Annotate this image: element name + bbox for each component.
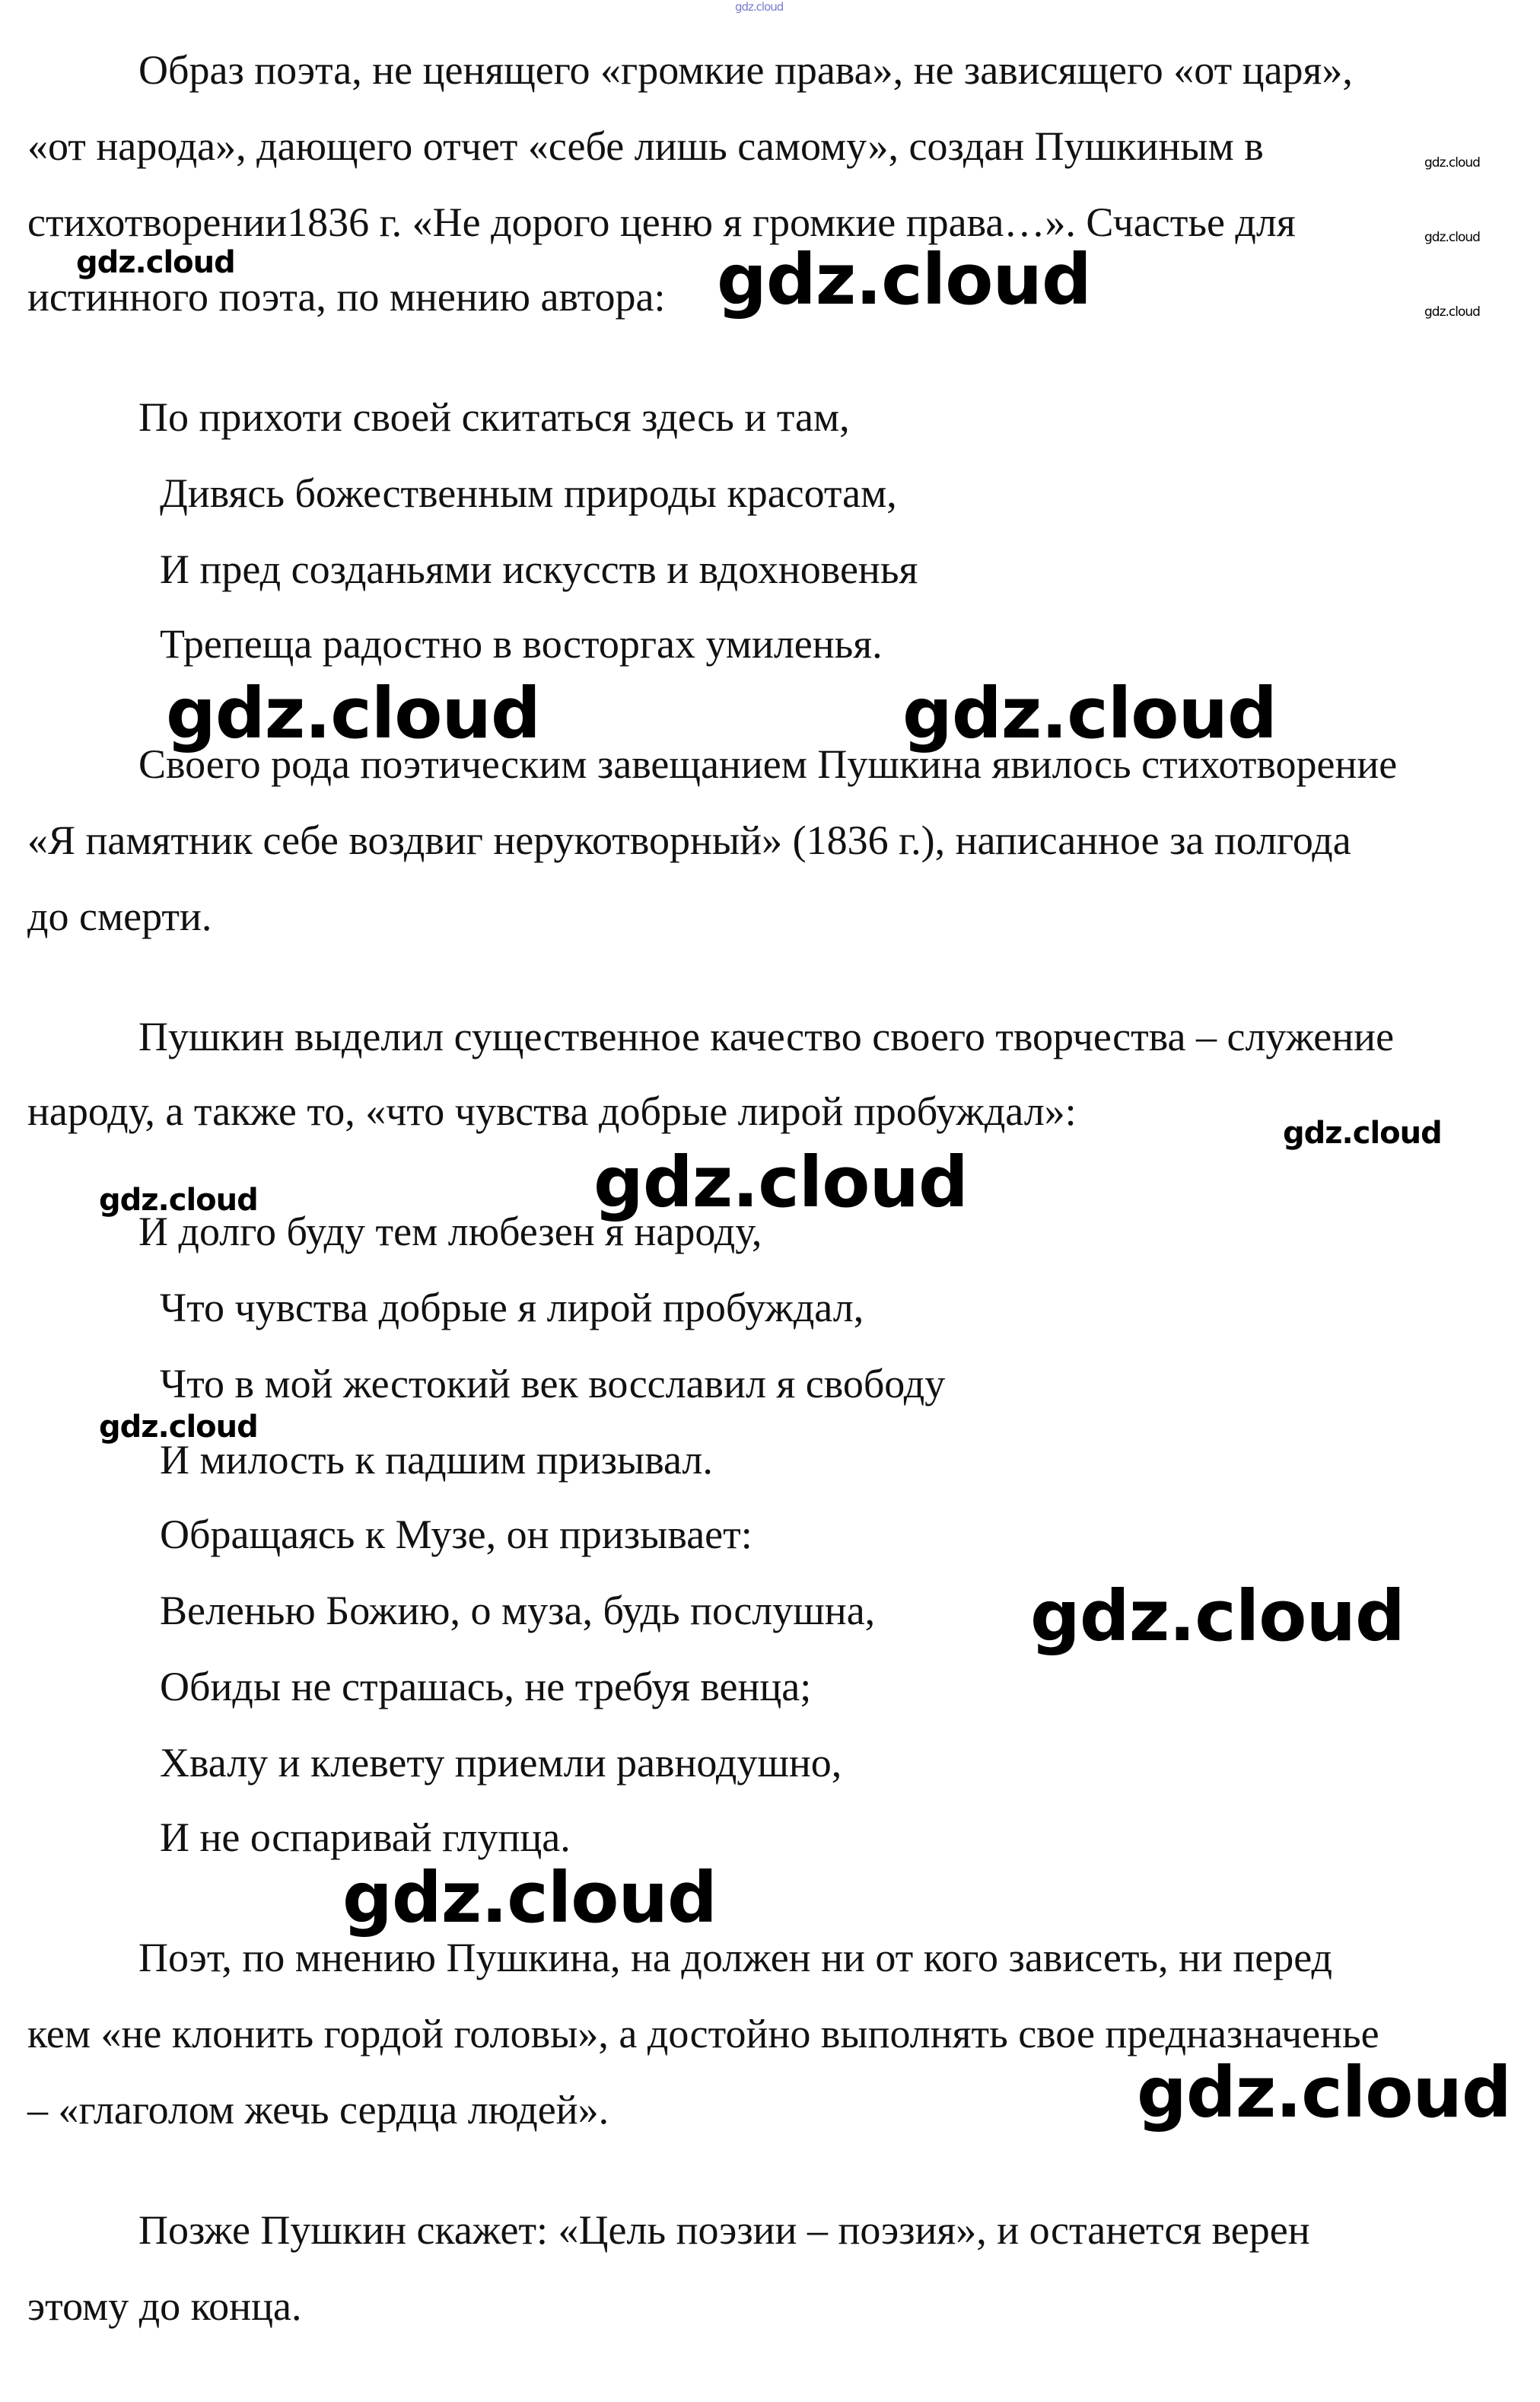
- paragraph-2-line-2: «Я памятник себе воздвиг нерукотворный» (1836 г.), написанное за полгода: [27, 817, 1351, 863]
- paragraph-3-line-1: Пушкин выделил существенное качество своего творчества – служение: [138, 1014, 1395, 1059]
- verse-2-line-6: Веленью Божию, о муза, будь послушна,: [160, 1588, 876, 1633]
- watermark-large-2: gdz.cloud: [166, 673, 540, 754]
- watermark-small-1: gdz.cloud: [1424, 155, 1480, 170]
- paragraph-3-line-2: народу, а также то, «что чувства добрые лирой пробуждал»:: [27, 1088, 1077, 1134]
- watermark-medium-3: gdz.cloud: [99, 1183, 258, 1218]
- watermark-medium-1: gdz.cloud: [76, 245, 235, 280]
- verse-1-line-1: По прихоти своей скитаться здесь и там,: [138, 394, 850, 440]
- paragraph-4-line-2: кем «не клонить гордой головы», а достойно выполнять свое предназначенье: [27, 2011, 1379, 2056]
- verse-2-line-4: И милость к падшим призывал.: [160, 1437, 713, 1483]
- watermark-medium-2: gdz.cloud: [1283, 1116, 1442, 1151]
- verse-2-line-2: Что чувства добрые я лирой пробуждал,: [160, 1285, 864, 1330]
- verse-2-line-5: Обращаясь к Музе, он призывает:: [160, 1512, 752, 1557]
- paragraph-1-line-3: стихотворении1836 г. «Не дорого ценю я громкие права…». Счастье для: [27, 199, 1296, 245]
- watermark-large-7: gdz.cloud: [1137, 2052, 1511, 2133]
- watermark-top: gdz.cloud: [735, 0, 784, 14]
- paragraph-1-line-1: Образ поэта, не ценящего «громкие права», не зависящего «от царя»,: [138, 47, 1353, 93]
- watermark-large-4: gdz.cloud: [593, 1142, 968, 1223]
- watermark-large-5: gdz.cloud: [1030, 1575, 1405, 1657]
- verse-2-line-3: Что в мой жестокий век восславил я свободу: [160, 1361, 946, 1406]
- watermark-large-1: gdz.cloud: [717, 239, 1091, 320]
- verse-1-line-3: И пред созданьями искусств и вдохновенья: [160, 546, 918, 592]
- watermark-large-6: gdz.cloud: [342, 1857, 717, 1938]
- paragraph-1-line-4: истинного поэта, по мнению автора:: [27, 274, 666, 320]
- paragraph-4-line-3: – «глаголом жечь сердца людей».: [27, 2087, 609, 2133]
- verse-2-line-9: И не оспаривай глупца.: [160, 1814, 571, 1860]
- paragraph-5-line-2: этому до конца.: [27, 2283, 302, 2329]
- paragraph-2-line-3: до смерти.: [27, 894, 212, 939]
- watermark-small-3: gdz.cloud: [1424, 304, 1480, 320]
- verse-2-line-8: Хвалу и клевету приемли равнодушно,: [160, 1740, 842, 1786]
- watermark-large-3: gdz.cloud: [902, 673, 1277, 754]
- paragraph-1-line-2: «от народа», дающего отчет «себе лишь самому», создан Пушкиным в: [27, 123, 1264, 169]
- watermark-small-2: gdz.cloud: [1424, 230, 1480, 245]
- paragraph-4-line-1: Поэт, по мнению Пушкина, на должен ни от кого зависеть, ни перед: [138, 1935, 1332, 1980]
- verse-2-line-1: И долго буду тем любезен я народу,: [138, 1209, 762, 1254]
- verse-2-line-7: Обиды не страшась, не требуя венца;: [160, 1664, 812, 1709]
- verse-1-line-2: Дивясь божественным природы красотам,: [160, 470, 897, 516]
- paragraph-5-line-1: Позже Пушкин скажет: «Цель поэзии – поэзия», и останется верен: [138, 2207, 1310, 2253]
- verse-1-line-4: Трепеща радостно в восторгах умиленья.: [160, 621, 883, 667]
- paragraph-2-line-1: Своего рода поэтическим завещанием Пушкина явилось стихотворение: [138, 741, 1398, 787]
- watermark-medium-4: gdz.cloud: [99, 1410, 258, 1445]
